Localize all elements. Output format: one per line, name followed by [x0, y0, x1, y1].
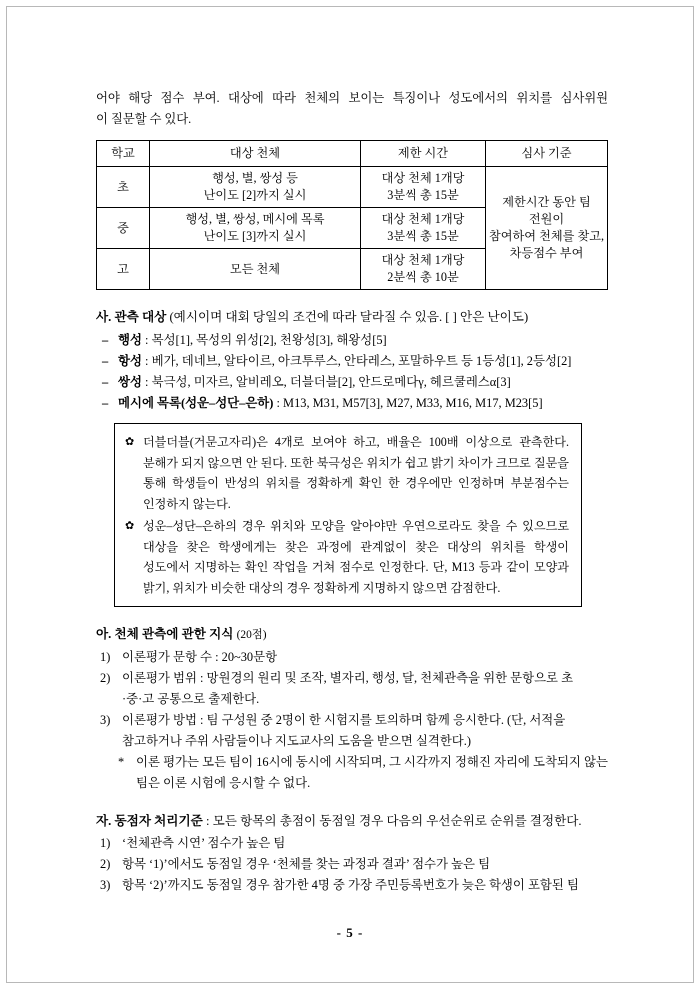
cell-school-elementary: 초 — [97, 167, 150, 208]
cell-time-elementary — [361, 167, 486, 208]
item-text: 이론평가 문항 수 : 20~30문항 — [122, 650, 278, 664]
table-header-time: 제한 시간 — [361, 141, 486, 167]
section-ja — [96, 811, 608, 896]
intro-line-1: 어야 해당 점수 부여. 대상에 따라 천체의 보이는 특징이나 성도에서의 위치를 심사위원 — [96, 91, 608, 105]
cell-school-middle: 중 — [97, 208, 150, 249]
section-sa-marker: 사. — [96, 310, 112, 324]
table-header-target: 대상 천체 — [150, 141, 361, 167]
cell-criteria-line1: 제한시간 동안 팀 전원이 — [502, 195, 591, 226]
flower-bullet-icon: ✿ — [125, 520, 135, 532]
cell-time-elementary-line1: 대상 천체 1개당 — [381, 171, 465, 185]
list-item — [96, 351, 608, 372]
section-ja-list — [96, 833, 608, 896]
notebox-item — [125, 516, 569, 598]
item-separator: : — [141, 354, 152, 368]
section-ah-list — [96, 647, 608, 752]
cell-time-middle-line2: 3분씩 총 15분 — [387, 229, 459, 243]
section-ja-marker: 자. — [96, 814, 112, 828]
dash-bullet: – — [102, 375, 109, 389]
section-sa-heading — [96, 307, 608, 328]
cell-time-middle-line1: 대상 천체 1개당 — [381, 212, 465, 226]
item-term: 쌍성 — [118, 375, 142, 389]
notebox-item-text: 더블더블(거문고자리)은 4개로 보여야 하고, 배율은 100배 이상으로 관측한다. 분해가 되지 않으면 안 된다. 또한 북극성은 위치가 쉽고 밝기 차이가 크므로 질문을 통해 학생들이 반성의 위치를 정확하게 확인 한 경우에만 인정하며 부분점수는 인정하지 않는다. — [143, 435, 569, 511]
notebox-item — [125, 432, 569, 514]
cell-time-elementary-line2: 3분씩 총 15분 — [387, 188, 459, 202]
cell-target-elementary-line2: 난이도 [2]까지 실시 — [203, 188, 307, 202]
notebox-list — [125, 432, 569, 598]
item-marker: 3) — [100, 878, 111, 892]
page-number: - 5 - — [336, 925, 364, 940]
dash-bullet: – — [102, 333, 109, 347]
item-marker: 1) — [100, 650, 111, 664]
cell-target-middle-line2: 난이도 [3]까지 실시 — [203, 229, 307, 243]
cell-target-elementary-line1: 행성, 별, 쌍성 등 — [212, 171, 298, 185]
intro-paragraph — [96, 88, 608, 130]
notebox-item-text: 성운–성단–은하의 경우 위치와 모양을 알아야만 우연으로라도 찾을 수 있으므로 대상을 찾은 학생에게는 찾은 과정에 관계없이 찾은 대상의 위치를 학생이 성도에서 지명하는 확인 작업을 거쳐 점수로 인정한다. 단, M13 등과 같이 모양과 밝기, 위치가 비슷한 대상의 경우 정확하게 지명하지 않으면 감점한다. — [143, 519, 569, 595]
section-sa-notebox — [114, 423, 582, 607]
star-note-text: 이론 평가는 모든 팀이 16시에 동시에 시작되며, 그 시각까지 정해진 자리에 도착되지 — [136, 755, 581, 769]
item-term: 행성 — [118, 333, 142, 347]
item-text: 항목 ‘1)’에서도 동점일 경우 ‘천체를 찾는 과정과 결과’ 점수가 높은 팀 — [122, 857, 491, 871]
table-header-criteria: 심사 기준 — [486, 141, 608, 167]
list-item — [96, 393, 608, 414]
item-text: 항목 ‘2)’까지도 동점일 경우 참가한 4명 중 가장 주민등록번호가 늦은 학생이 포함된 팀 — [122, 878, 579, 892]
cell-school-high: 고 — [97, 249, 150, 290]
cell-time-high-line2: 2분씩 총 10분 — [387, 270, 459, 284]
section-ah-star-note — [96, 752, 608, 794]
item-separator: : — [273, 396, 284, 410]
item-text-continuation: ·중·고 공통으로 출제한다. — [122, 692, 260, 706]
cell-time-middle — [361, 208, 486, 249]
list-item — [96, 710, 608, 752]
section-ja-heading — [96, 811, 608, 832]
section-ja-lead: : 모든 항목의 총점이 동점일 경우 다음의 우선순위로 순위를 결정한다. — [205, 814, 582, 828]
list-item — [96, 833, 608, 854]
list-item — [96, 875, 608, 896]
item-text: 목성[1], 목성의 위성[2], 천왕성[3], 해왕성[5] — [151, 333, 387, 347]
item-text: 이론평가 범위 : 망원경의 원리 및 조작, 별자리, 행성, 달, 천체관측을 위한 문항으로 초 — [122, 671, 574, 685]
page-content — [96, 88, 608, 896]
cell-target-elementary — [150, 167, 361, 208]
item-text: 북극성, 미자르, 알비레오, 더블더블[2], 안드로메다γ, 헤르쿨레스α[3] — [151, 375, 511, 389]
list-item — [96, 668, 608, 710]
item-marker: 3) — [100, 713, 111, 727]
item-marker: 2) — [100, 857, 111, 871]
list-item — [96, 372, 608, 393]
item-text-continuation: 참고하거나 주위 사람들이나 지도교사의 도움을 받으면 실격한다.) — [122, 734, 471, 748]
section-sa — [96, 307, 608, 607]
cell-criteria-line3: 차등점수 부여 — [509, 246, 584, 260]
item-text: ‘천체관측 시연’ 점수가 높은 팀 — [122, 836, 286, 850]
intro-line-2: 이 질문할 수 있다. — [96, 112, 192, 126]
item-separator: : — [141, 375, 152, 389]
item-term: 항성 — [118, 354, 142, 368]
cell-criteria-line2: 참여하여 천체를 찾고, — [488, 229, 605, 243]
item-text: M13, M31, M57[3], M27, M33, M16, M17, M23[5] — [283, 396, 543, 410]
list-item — [96, 647, 608, 668]
section-sa-list — [96, 330, 608, 414]
observation-spec-table — [96, 140, 608, 290]
cell-time-high — [361, 249, 486, 290]
section-ah-points: (20점) — [236, 629, 267, 641]
star-note-continuation: 않는 팀은 이론 시험에 응시할 수 없다. — [136, 755, 608, 790]
section-ja-title: 동점자 처리기준 — [114, 814, 203, 828]
cell-target-high: 모든 천체 — [150, 249, 361, 290]
section-ah-title: 천체 관측에 관한 지식 — [114, 627, 234, 641]
section-ah-heading — [96, 624, 608, 646]
list-item — [96, 330, 608, 351]
dash-bullet: – — [102, 354, 109, 368]
cell-target-middle-line1: 행성, 별, 쌍성, 메시에 목록 — [185, 212, 325, 226]
dash-bullet: – — [102, 396, 109, 410]
section-ah-marker: 아. — [96, 627, 112, 641]
list-item — [96, 854, 608, 875]
table-header-school: 학교 — [97, 141, 150, 167]
section-sa-note: (예시이며 대회 당일의 조건에 따라 달라질 수 있음. [ ] 안은 난이도) — [169, 310, 529, 324]
cell-target-middle — [150, 208, 361, 249]
flower-bullet-icon: ✿ — [125, 436, 135, 448]
section-ah — [96, 624, 608, 794]
item-term: 메시에 목록(성운–성단–은하) — [118, 396, 274, 410]
section-sa-title: 관측 대상 — [114, 310, 167, 324]
table-header-row — [97, 141, 608, 167]
item-text: 베가, 데네브, 알타이르, 아크투루스, 안타레스, 포말하우트 등 1등성[1], 2등성[2] — [151, 354, 572, 368]
item-separator: : — [141, 333, 152, 347]
item-text: 이론평가 방법 : 팀 구성원 중 2명이 한 시험지를 토의하며 함께 응시한다. (단, 서적을 — [122, 713, 566, 727]
asterisk-marker: * — [118, 755, 125, 769]
cell-criteria — [486, 167, 608, 290]
table-row — [97, 167, 608, 208]
cell-time-high-line1: 대상 천체 1개당 — [381, 253, 465, 267]
item-marker: 1) — [100, 836, 111, 850]
item-marker: 2) — [100, 671, 111, 685]
